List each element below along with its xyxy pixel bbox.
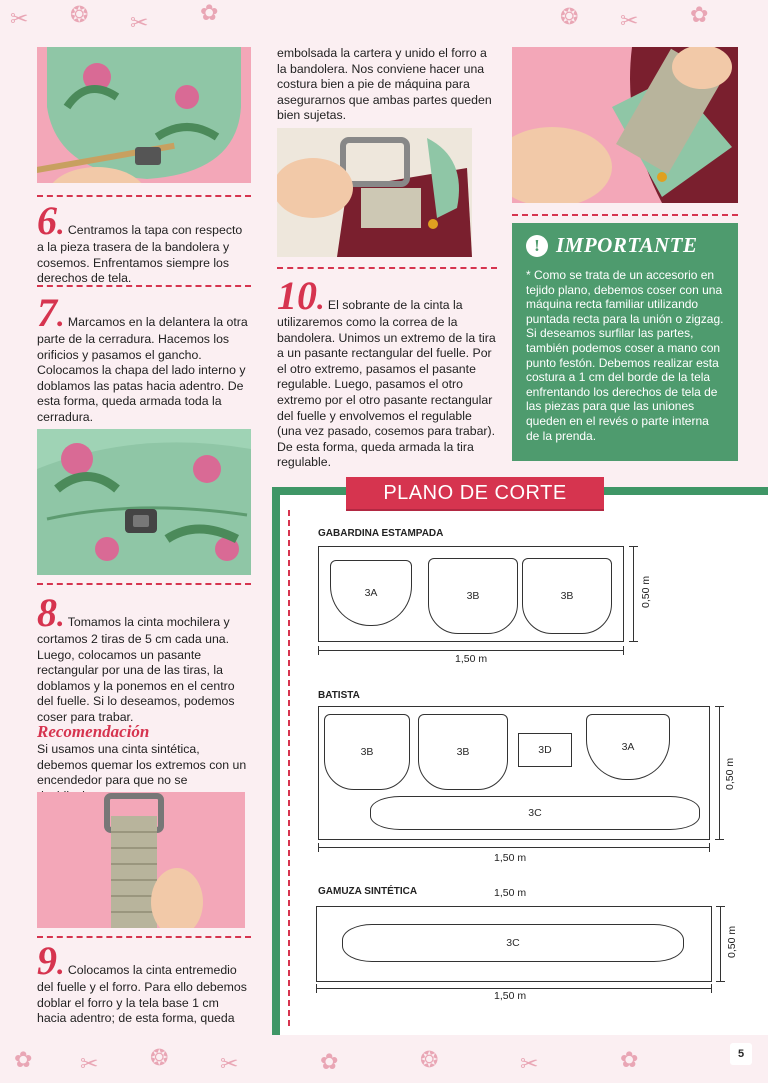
pattern-piece-3a: 3A xyxy=(330,560,412,626)
pattern-piece-3b: 3B xyxy=(522,558,612,634)
photo-step10-strap xyxy=(512,47,738,203)
fabric-label-batista: BATISTA xyxy=(318,690,360,701)
step-number: 9. xyxy=(37,938,65,983)
fabric-label-gabardina: GABARDINA ESTAMPADA xyxy=(318,528,444,539)
thread-icon: ✿ xyxy=(620,1047,639,1072)
dimension-line-width xyxy=(318,650,624,651)
divider xyxy=(37,195,251,197)
exclamation-icon: ! xyxy=(526,235,548,257)
step-6 xyxy=(37,198,251,287)
decorative-sewing-pattern-top xyxy=(0,0,768,46)
scissors-icon: ✂ xyxy=(80,1051,99,1076)
divider xyxy=(37,583,251,585)
dimension-width-text: 1,50 m xyxy=(455,653,488,665)
dimension-line-width xyxy=(316,988,712,989)
dimension-width-top-text: 1,50 m xyxy=(494,887,527,899)
scissors-icon: ✂ xyxy=(130,10,149,35)
dimension-width-text: 1,50 m xyxy=(494,990,527,1002)
photo-step8-strap xyxy=(37,792,245,928)
button-icon: ❂ xyxy=(70,2,89,27)
step-7 xyxy=(37,290,251,426)
step-8 xyxy=(37,590,251,726)
thimble-icon: ✿ xyxy=(14,1047,33,1072)
photo-step7-clasp xyxy=(37,429,251,575)
step-number: 10. xyxy=(277,273,325,318)
step-text: El sobrante de la cinta la utilizaremos como la correa de la bandolera. Unimos un extremo de la tira a un pasante rectangular del fuelle. Por el otro extremo, pasamos el pasante regulable. Luego, pasamos el otro extremo por el otro pasante rectangular del fuelle y envolvemos el regulable (una vez pasado, cosemos para trabar). De esta forma, queda armada la tira regulable. xyxy=(277,298,496,470)
button-icon: ❂ xyxy=(150,1045,169,1070)
scissors-icon: ✂ xyxy=(520,1051,539,1076)
dimension-height-text: 0,50 m xyxy=(640,575,652,608)
needle-icon: ✂ xyxy=(10,6,29,31)
step-9-continuation xyxy=(277,46,497,124)
dimension-height-text: 0,50 m xyxy=(726,925,738,958)
divider xyxy=(277,267,497,269)
step-number: 6. xyxy=(37,198,65,243)
needle-icon: ✂ xyxy=(220,1051,239,1076)
fabric-label-gamuza: GAMUZA SINTÉTICA xyxy=(318,886,418,897)
pattern-piece-3b: 3B xyxy=(324,714,410,790)
dimension-line-height xyxy=(720,906,721,982)
step-text: Centramos la tapa con respecto a la pieza trasera de la bandolera y cosemos. Enfrentamos siempre los derechos de tela. xyxy=(37,223,243,286)
dimension-line-height xyxy=(719,706,720,840)
decorative-sewing-pattern-bottom xyxy=(0,1037,768,1083)
important-title: IMPORTANTE xyxy=(556,233,698,257)
scissors-icon: ✂ xyxy=(620,8,639,33)
page-number: 5 xyxy=(730,1043,752,1065)
cutting-plan-title: PLANO DE CORTE xyxy=(346,477,604,509)
cut-line-vertical xyxy=(288,510,290,1026)
dimension-line-width xyxy=(318,847,710,848)
dimension-width-text: 1,50 m xyxy=(494,852,527,864)
pattern-piece-3a: 3A xyxy=(586,714,670,780)
button-icon: ❂ xyxy=(560,4,579,29)
thread-icon: ✿ xyxy=(200,0,219,25)
step-text: Marcamos en la delantera la otra parte de la cerradura. Hacemos los orificios y pasamos el gancho. Colocamos la chapa del lado interno y doblamos las patas hacia adentro. De esta forma, queda armada toda la cerradura. xyxy=(37,315,248,424)
button-icon: ❂ xyxy=(420,1047,439,1072)
pattern-piece-3c: 3C xyxy=(370,796,700,830)
divider xyxy=(37,936,251,938)
photo-step6-flap xyxy=(37,47,251,183)
important-text: * Como se trata de un accesorio en tejido plano, debemos coser con una máquina recta familiar utilizando puntada recta para la unión o zigzag. Si deseamos surfilar las partes, también podemos coser a mano con punto festón. Debemos realizar esta costura a 1 cm del borde de la tela enfrentando los derechos de tela de las piezas para que las uniones queden en el revés o parte interna de la prenda. xyxy=(526,268,724,443)
step-10 xyxy=(277,273,497,471)
step-text: Tomamos la cinta mochilera y cortamos 2 tiras de 5 cm cada una. Luego, colocamos un pasante rectangular por una de las tiras, la doblamos y la ponemos en el centro del fuelle. Si lo deseamos, podemos coser para trabar. xyxy=(37,615,235,724)
thread-icon: ✿ xyxy=(690,2,709,27)
step-number: 8. xyxy=(37,590,65,635)
important-box xyxy=(512,223,738,461)
step-text: Colocamos la cinta entremedio del fuelle y el forro. Para ello debemos doblar el forro y la tela base 1 cm hacia adentro; de esta forma, queda xyxy=(37,963,247,1026)
divider xyxy=(512,214,738,216)
recommendation-title: Recomendación xyxy=(37,722,150,741)
pattern-piece-3d: 3D xyxy=(518,733,572,767)
step-9 xyxy=(37,938,251,1027)
divider xyxy=(37,285,251,287)
thread-icon: ✿ xyxy=(320,1049,339,1074)
step-number: 7. xyxy=(37,290,65,335)
dimension-height-text: 0,50 m xyxy=(724,757,736,790)
pattern-piece-3c: 3C xyxy=(342,924,684,962)
recommendation-text: Si usamos una cinta sintética, debemos quemar los extremos con un encendedor para que no se xyxy=(37,742,247,788)
pattern-piece-3b: 3B xyxy=(418,714,508,790)
photo-step9-lining xyxy=(277,128,472,257)
pattern-piece-3b: 3B xyxy=(428,558,518,634)
dimension-line-height xyxy=(633,546,634,642)
continuation-text: embolsada la cartera y unido el forro a la bandolera. Nos conviene hacer una costura bien a pie de máquina para asegurarnos que ambas partes queden bien sujetas. xyxy=(277,46,492,123)
